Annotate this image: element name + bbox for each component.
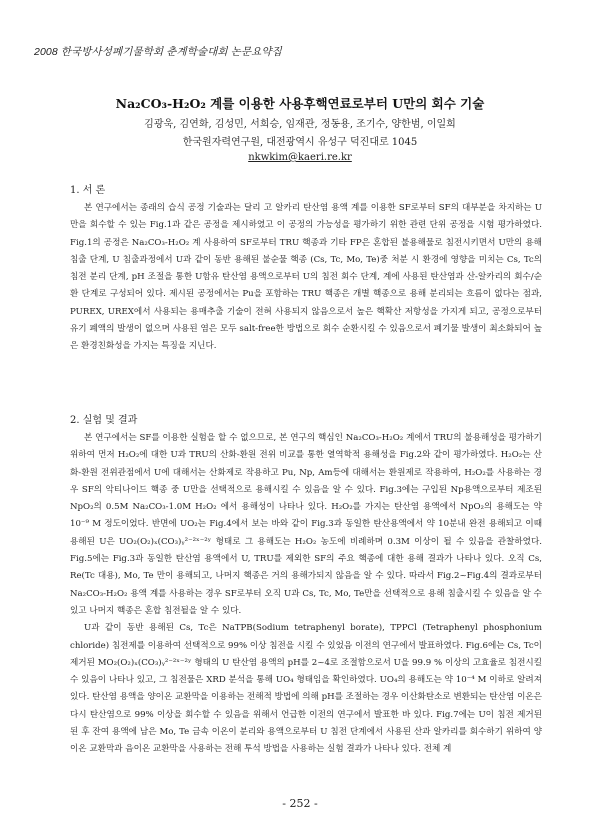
paper-title: Na₂CO₃-H₂O₂ 계를 이용한 사용후핵연료로부터 U만의 회수 기술 [115,96,485,111]
section-body-introduction [70,200,542,356]
paragraph: 본 연구에서는 종래의 습식 공정 기술과는 달리 고 알카리 탄산염 용액 계를 이용한 SF로부터 SF의 대부분을 차지하는 U만을 회수할 수 있는 Fig.1과 같은 공정을 제시하였고 이 공정의 가능성을 평가하기 위한 관련 단위 공정을 시험 평가하였다. Fig.1의 공정은 Na₂CO₃-H₂O₂ 계 사용하여 SF로부터 TRU 핵종과 기타 FP은 혼합된 불용해물로 침전시키면서 U만의 용해 침출 단계, U 침출과정에서 U과 같이 동반 용해된 불순물 핵종 (Cs, Tc, Mo, Te)중 처분 시 환경에 영향을 미치는 Cs, Tc의 침전 분리 단계, pH 조절을 통한 U함유 탄산염 용액으로부터 U의 침전 회수 단계, 계에 사용된 탄산염과 산-알카리의 회수/순환 단계로 구성되어 있다. 제시된 공정에서는 Pu을 포함하는 TRU 핵종은 개별 핵종으로 용해 분리되는 흐름이 없다는 점과, PUREX, UREX에서 사용되는 용매추출 기술이 전혀 사용되지 않음으로서 높은 핵확산 저항성을 가지게 되고, 공정으로부터 유기 폐액의 발생이 없으며 사용된 염은 모두 salt-free한 방법으로 회수 순환시킬 수 있음으로서 폐기물 발생이 최소화되어 높은 환경친화성을 가지는 특징을 지닌다. [70,203,542,352]
page-number: - 252 - [282,797,318,810]
section-heading-experiment-results: 2. 실험 및 결과 [70,415,138,426]
section-heading-introduction: 1. 서 론 [70,185,106,196]
section-body-experiment-results [70,430,542,759]
author-list: 김광욱, 김연화, 김성민, 서희승, 임재관, 정동용, 조기수, 양한범, 이일희 [144,119,456,130]
paragraph: 본 연구에서는 SF를 이용한 실험을 할 수 없으므로, 본 연구의 핵심인 Na₂CO₃-H₂O₂ 계에서 TRU의 불용해성을 평가하기 위하여 먼저 H₂O₂에 대한 U과 TRU의 산화-환원 전위 비교를 통한 열역학적 용해성을 Fig.2와 같이 평가하였다. H₂O₂는 산화-환원 전위관점에서 U에 대해서는 산화제로 작용하고 Pu, Np, Am등에 대해서는 환원제로 작용하여, H₂O₂를 사용하는 경우 SF의 악티나이드 핵종 중 U만을 선택적으로 용해시킬 수 있음을 알 수 있다. Fig.3에는 구입된 Np용액으로부터 제조된 NpO₂의 0.5M Na₂CO₃-1.0M H₂O₂ 에서 용해성이 나타나 있다. H₂O₂를 가지는 탄산염 용액에서 NpO₂의 용해도는 약 10⁻⁹ M 정도이었다. 반면에 UO₂는 Fig.4에서 보는 바와 같이 Fig.3과 동일한 탄산용액에서 약 10분내 완전 용해되고 이때 용해된 U은 UO₂(O₂)ₓ(CO₃)ᵧ²⁻²ˣ⁻²ʸ 형태로 그 용해도는 H₂O₂ 농도에 비례하며 0.3M 이상이 될 수 있음을 관찰하였다. Fig.5에는 Fig.3과 동일한 탄산염 용액에서 U, TRU를 제외한 SF의 주요 핵종에 대한 용해 결과가 나타나 있다. 오직 Cs, Re(Tc 대용), Mo, Te 만이 용해되고, 나머지 핵종은 거의 용해가되지 않음을 알 수 있다. 따라서 Fig.2~Fig.4의 결과로부터 Na₂CO₃-H₂O₂ 용액 계를 사용하는 경우 SF로부터 오직 U과 Cs, Tc, Mo, Te만을 선택적으로 용해 침출시킬 수 있음을 알 수 있고 나머지 핵종은 혼합 침전될을 알 수 있다. [70,433,542,616]
conference-header: 2008 한국방사성폐기물학회 춘계학술대회 논문요약집 [34,46,282,58]
affiliation: 한국원자력연구원, 대전광역시 유성구 덕진대로 1045 [182,137,418,148]
author-email: nkwkim@kaeri.re.kr [248,152,352,163]
paragraph: U과 같이 동반 용해된 Cs, Tc은 NaTPB(Sodium tetraphenyl borate), TPPCl (Tetraphenyl phosphonium chloride) 침전제를 이용하여 선택적으로 99% 이상 침전을 시킬 수 있었음 이전의 연구에서 발표하였다. Fig.6에는 Cs, Tc이 제거된 MO₂(O₂)ₓ(CO₃)ᵧ²⁻²ˣ⁻²ʸ 형태의 U 탄산염 용액의 pH를 2~4로 조절함으로서 U을 99.9 % 이상의 고효율로 침전시킬 수 있음이 나타나 있고, 그 침전물은 XRD 분석을 통해 UO₄ 형태임을 확인하였다. UO₄의 용해도는 약 10⁻⁴ M 이하로 알려져 있다. 탄산염 용액을 양이온 교환막을 이용하는 전해적 방법에 의해 pH를 조절하는 경우 이산화탄소로 변환되는 탄산염 이온은 다시 탄산염으로 99% 이상을 회수할 수 있음을 위해서 언급한 이전의 연구에서 발표한 바 있다. Fig.7에는 U이 침전 제거된 된 후 잔여 용액에 남은 Mo, Te 금속 이온이 분리와 용액으로부터 U 침전 단계에서 사용된 산과 알카리를 회수하기 위하여 양이온 교환막과 음이온 교환막을 사용하는 전해 투석 방법을 사용하는 실험 결과가 나타나 있다. 전체 계 [70,623,542,755]
